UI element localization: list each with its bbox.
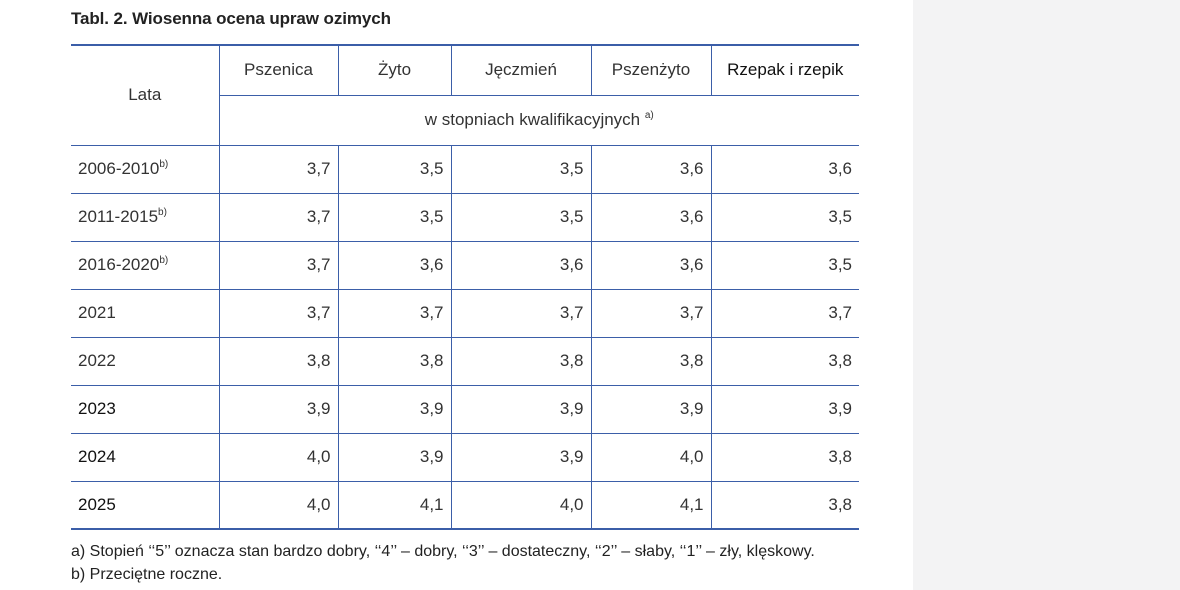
year-label: 2025 <box>78 494 116 514</box>
value-cell: 3,5 <box>451 145 591 193</box>
header-jeczmien: Jęczmień <box>451 45 591 95</box>
year-cell <box>71 241 219 289</box>
year-cell <box>71 193 219 241</box>
value-cell: 3,9 <box>451 433 591 481</box>
table-row <box>71 337 859 385</box>
unit-label: w stopniach kwalifikacyjnych <box>424 110 641 129</box>
value-cell: 3,5 <box>711 241 859 289</box>
value-cell: 3,8 <box>711 337 859 385</box>
year-footnote-ref: b) <box>159 159 169 170</box>
value-cell: 3,7 <box>219 241 338 289</box>
year-cell <box>71 289 219 337</box>
table-title: Tabl. 2. Wiosenna ocena upraw ozimych <box>71 9 391 28</box>
value-cell: 3,8 <box>711 481 859 529</box>
footnote-b: b) Przeciętne roczne. <box>71 566 223 583</box>
value-cell: 3,6 <box>591 193 711 241</box>
value-cell: 3,9 <box>219 385 338 433</box>
value-cell: 3,6 <box>591 145 711 193</box>
year-cell <box>71 337 219 385</box>
year-cell <box>71 433 219 481</box>
value-cell: 4,1 <box>338 481 451 529</box>
value-cell: 3,5 <box>451 193 591 241</box>
header-lata: Lata <box>71 45 219 145</box>
value-cell: 3,7 <box>219 145 338 193</box>
value-cell: 3,7 <box>338 289 451 337</box>
table-row <box>71 481 859 529</box>
value-cell: 4,0 <box>591 433 711 481</box>
year-label: 2011-2015 <box>78 207 159 226</box>
table-row <box>71 193 859 241</box>
value-cell: 3,5 <box>711 193 859 241</box>
header-zyto: Żyto <box>338 45 451 95</box>
value-cell: 3,8 <box>591 337 711 385</box>
table-row <box>71 385 859 433</box>
header-pszenzyto: Pszenżyto <box>591 45 711 95</box>
data-table <box>71 44 859 530</box>
value-cell: 3,9 <box>338 385 451 433</box>
footnote-a: a) Stopień ‘‘5’’ oznacza stan bardzo dobry, ‘‘4’’ – dobry, ‘‘3’’ – dostateczny, ‘‘2’’ – słaby, ‘‘1’’ – zły, klęskowy. <box>71 543 815 560</box>
value-cell: 3,6 <box>711 145 859 193</box>
value-cell: 4,1 <box>591 481 711 529</box>
year-label: 2006-2010 <box>78 159 160 178</box>
value-cell: 3,9 <box>338 433 451 481</box>
year-cell <box>71 145 219 193</box>
year-label: 2016-2020 <box>78 255 160 274</box>
table-row <box>71 145 859 193</box>
header-pszenica: Pszenica <box>219 45 338 95</box>
value-cell: 3,7 <box>711 289 859 337</box>
year-label: 2023 <box>78 399 116 418</box>
table-row <box>71 241 859 289</box>
footnotes <box>71 540 815 586</box>
value-cell: 3,6 <box>338 241 451 289</box>
table-row <box>71 289 859 337</box>
year-footnote-ref: b) <box>158 207 167 218</box>
value-cell: 3,8 <box>451 337 591 385</box>
unit-footnote-ref: a) <box>644 110 654 121</box>
value-cell: 3,7 <box>219 193 338 241</box>
side-panel <box>913 0 1180 590</box>
year-label: 2024 <box>78 447 116 466</box>
year-label: 2021 <box>78 303 116 322</box>
value-cell: 3,7 <box>451 289 591 337</box>
value-cell: 3,6 <box>451 241 591 289</box>
value-cell: 3,5 <box>338 145 451 193</box>
year-footnote-ref: b) <box>159 255 169 266</box>
value-cell: 3,5 <box>338 193 451 241</box>
value-cell: 3,7 <box>591 289 711 337</box>
value-cell: 4,0 <box>451 481 591 529</box>
value-cell: 3,9 <box>711 385 859 433</box>
value-cell: 3,6 <box>591 241 711 289</box>
year-cell <box>71 385 219 433</box>
value-cell: 3,9 <box>451 385 591 433</box>
header-rzepak: Rzepak i rzepik <box>711 45 859 95</box>
value-cell: 3,8 <box>711 433 859 481</box>
value-cell: 3,8 <box>219 337 338 385</box>
value-cell: 3,9 <box>591 385 711 433</box>
value-cell: 4,0 <box>219 433 338 481</box>
value-cell: 4,0 <box>219 481 338 529</box>
table-row <box>71 433 859 481</box>
unit-header <box>219 95 859 145</box>
year-cell <box>71 481 219 529</box>
year-label: 2022 <box>78 351 116 370</box>
value-cell: 3,7 <box>219 289 338 337</box>
value-cell: 3,8 <box>338 337 451 385</box>
